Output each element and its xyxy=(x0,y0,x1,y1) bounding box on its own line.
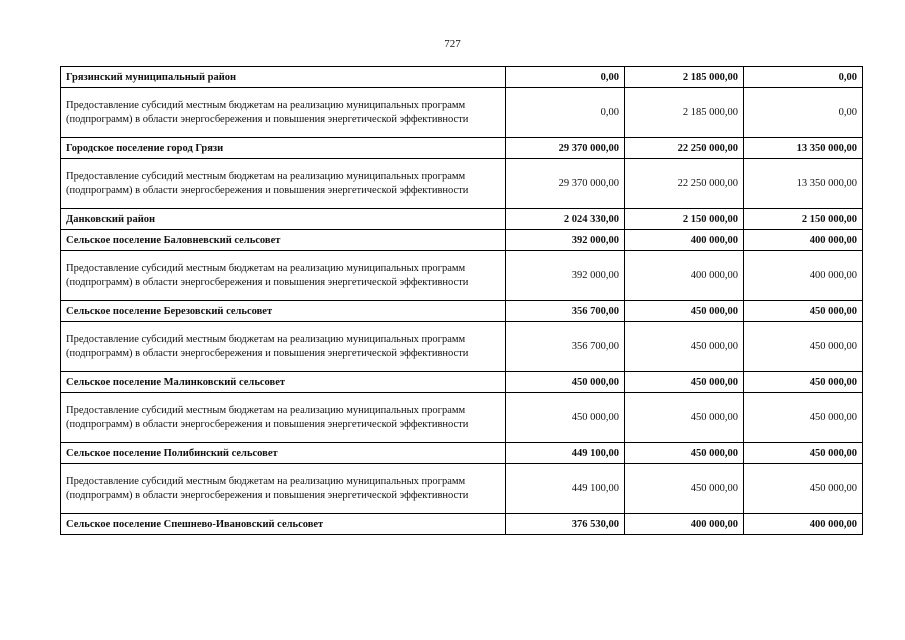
row-value-1: 449 100,00 xyxy=(506,443,625,464)
row-name: Предоставление субсидий местным бюджетам на реализацию муниципальных программ (подпрограмм) в области энергосбережения и повышения энергетической эффективности xyxy=(61,251,506,301)
row-value-1: 0,00 xyxy=(506,67,625,88)
row-value-3: 400 000,00 xyxy=(744,514,863,535)
row-value-3: 0,00 xyxy=(744,67,863,88)
row-name: Городское поселение город Грязи xyxy=(61,138,506,159)
row-name: Данковский район xyxy=(61,209,506,230)
row-value-1: 356 700,00 xyxy=(506,301,625,322)
table-row xyxy=(61,322,863,372)
row-name: Предоставление субсидий местным бюджетам на реализацию муниципальных программ (подпрограмм) в области энергосбережения и повышения энергетической эффективности xyxy=(61,464,506,514)
row-value-3: 2 150 000,00 xyxy=(744,209,863,230)
table-row xyxy=(61,464,863,514)
budget-table xyxy=(60,66,863,535)
table-row xyxy=(61,372,863,393)
row-name: Сельское поселение Березовский сельсовет xyxy=(61,301,506,322)
row-value-2: 400 000,00 xyxy=(625,514,744,535)
row-value-3: 450 000,00 xyxy=(744,464,863,514)
row-value-3: 400 000,00 xyxy=(744,251,863,301)
row-value-3: 450 000,00 xyxy=(744,443,863,464)
table-row xyxy=(61,514,863,535)
row-value-2: 450 000,00 xyxy=(625,322,744,372)
row-value-3: 450 000,00 xyxy=(744,372,863,393)
row-value-1: 29 370 000,00 xyxy=(506,159,625,209)
table-row xyxy=(61,230,863,251)
row-value-2: 22 250 000,00 xyxy=(625,159,744,209)
row-value-2: 450 000,00 xyxy=(625,443,744,464)
row-name: Сельское поселение Полибинский сельсовет xyxy=(61,443,506,464)
row-value-2: 450 000,00 xyxy=(625,301,744,322)
row-value-1: 0,00 xyxy=(506,88,625,138)
row-value-2: 2 150 000,00 xyxy=(625,209,744,230)
row-value-1: 392 000,00 xyxy=(506,230,625,251)
row-value-1: 392 000,00 xyxy=(506,251,625,301)
row-name: Грязинский муниципальный район xyxy=(61,67,506,88)
row-value-3: 450 000,00 xyxy=(744,301,863,322)
row-value-3: 13 350 000,00 xyxy=(744,159,863,209)
row-value-1: 29 370 000,00 xyxy=(506,138,625,159)
table-row xyxy=(61,88,863,138)
page-number: 727 xyxy=(444,38,461,50)
row-name: Предоставление субсидий местным бюджетам на реализацию муниципальных программ (подпрограмм) в области энергосбережения и повышения энергетической эффективности xyxy=(61,88,506,138)
table-row xyxy=(61,67,863,88)
row-value-3: 400 000,00 xyxy=(744,230,863,251)
table-row xyxy=(61,301,863,322)
row-value-2: 22 250 000,00 xyxy=(625,138,744,159)
table-row xyxy=(61,138,863,159)
row-name: Сельское поселение Малинковский сельсовет xyxy=(61,372,506,393)
row-value-2: 400 000,00 xyxy=(625,230,744,251)
row-name: Предоставление субсидий местным бюджетам на реализацию муниципальных программ (подпрограмм) в области энергосбережения и повышения энергетической эффективности xyxy=(61,393,506,443)
table-row xyxy=(61,209,863,230)
row-value-1: 450 000,00 xyxy=(506,372,625,393)
row-value-2: 450 000,00 xyxy=(625,464,744,514)
row-value-2: 400 000,00 xyxy=(625,251,744,301)
row-name: Сельское поселение Спешнево-Ивановский сельсовет xyxy=(61,514,506,535)
row-name: Предоставление субсидий местным бюджетам на реализацию муниципальных программ (подпрограмм) в области энергосбережения и повышения энергетической эффективности xyxy=(61,322,506,372)
row-value-2: 450 000,00 xyxy=(625,372,744,393)
row-value-1: 450 000,00 xyxy=(506,393,625,443)
row-name: Сельское поселение Баловневский сельсовет xyxy=(61,230,506,251)
row-value-1: 449 100,00 xyxy=(506,464,625,514)
budget-table-body xyxy=(61,67,863,535)
table-row xyxy=(61,159,863,209)
row-value-3: 450 000,00 xyxy=(744,393,863,443)
row-value-1: 376 530,00 xyxy=(506,514,625,535)
table-row xyxy=(61,443,863,464)
row-value-1: 356 700,00 xyxy=(506,322,625,372)
row-value-2: 450 000,00 xyxy=(625,393,744,443)
row-value-3: 0,00 xyxy=(744,88,863,138)
row-value-2: 2 185 000,00 xyxy=(625,88,744,138)
table-row xyxy=(61,393,863,443)
row-name: Предоставление субсидий местным бюджетам на реализацию муниципальных программ (подпрограмм) в области энергосбережения и повышения энергетической эффективности xyxy=(61,159,506,209)
row-value-3: 450 000,00 xyxy=(744,322,863,372)
row-value-1: 2 024 330,00 xyxy=(506,209,625,230)
row-value-2: 2 185 000,00 xyxy=(625,67,744,88)
row-value-3: 13 350 000,00 xyxy=(744,138,863,159)
table-row xyxy=(61,251,863,301)
